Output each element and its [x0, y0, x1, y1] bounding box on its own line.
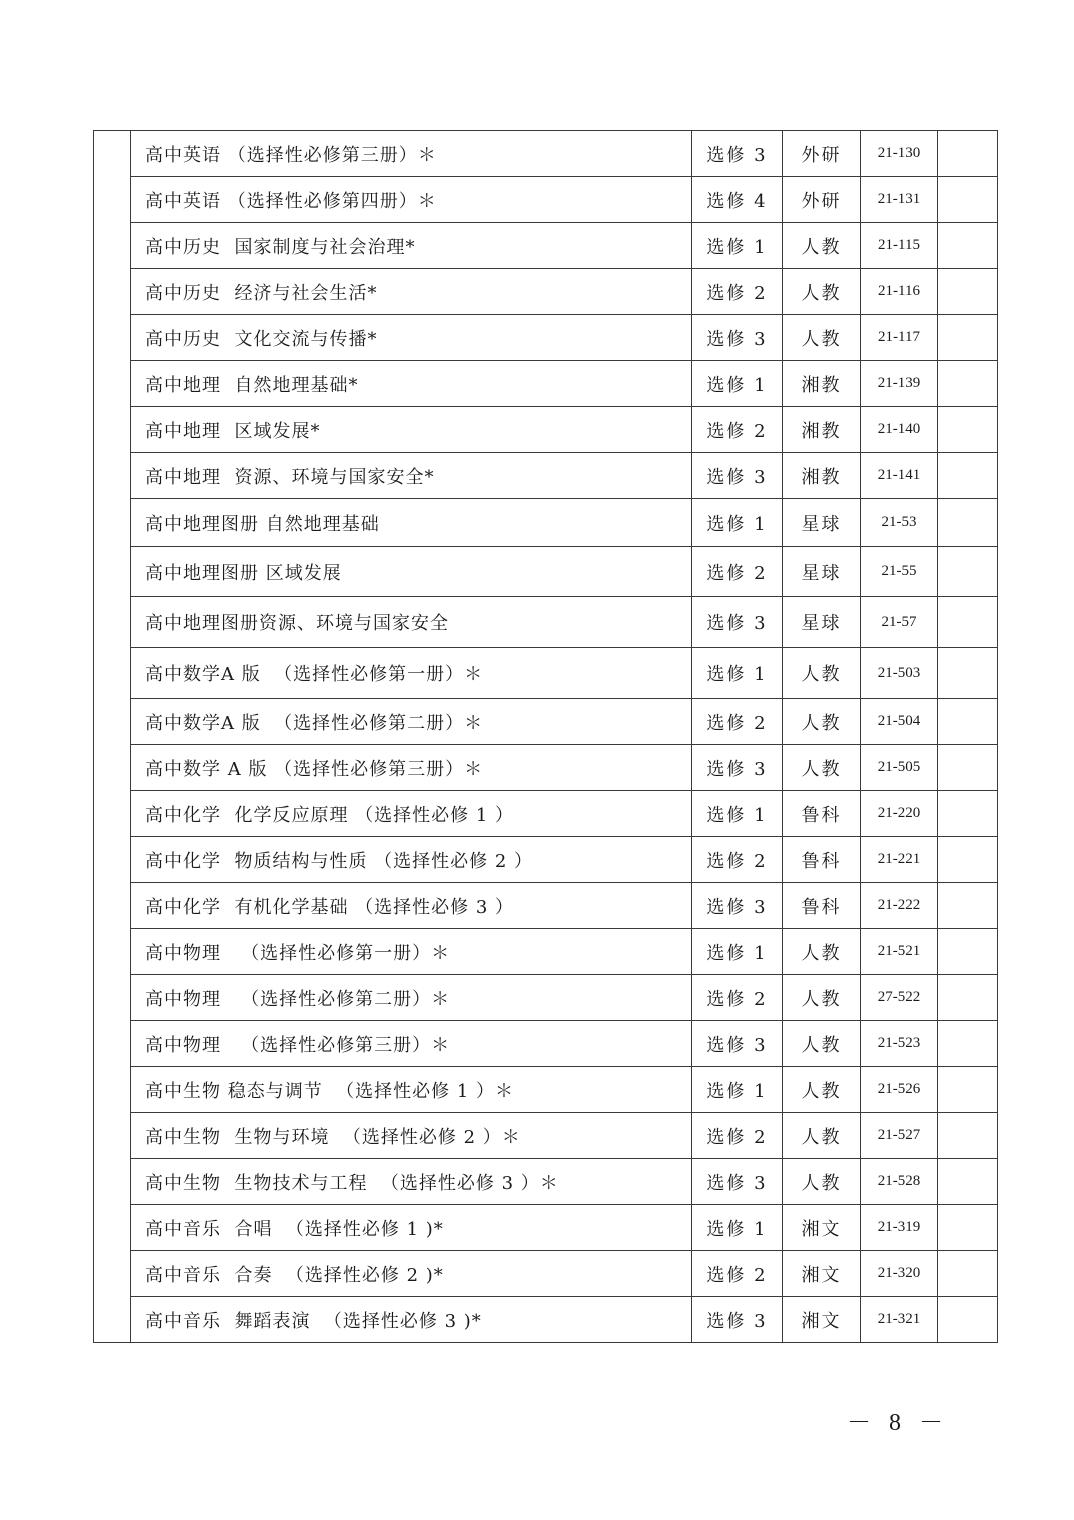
book-title-cell: 高中地理图册 自然地理基础	[131, 499, 692, 547]
book-title-cell: 高中数学A 版 （选择性必修第一册）＊	[131, 648, 692, 699]
volume-cell: 选修 1	[692, 1067, 783, 1113]
page-number: － 8 －	[847, 1410, 949, 1436]
code-cell: 21-222	[861, 883, 938, 929]
remark-cell	[938, 648, 998, 699]
publisher-cell: 人教	[783, 699, 861, 745]
volume-cell: 选修 1	[692, 929, 783, 975]
remark-cell	[938, 1297, 998, 1343]
code-cell: 21-523	[861, 1021, 938, 1067]
remark-cell	[938, 453, 998, 499]
remark-cell	[938, 883, 998, 929]
volume-cell: 选修 3	[692, 453, 783, 499]
volume-cell: 选修 1	[692, 361, 783, 407]
book-title-cell: 高中物理 （选择性必修第一册）＊	[131, 929, 692, 975]
remark-cell	[938, 1205, 998, 1251]
code-cell: 21-116	[861, 269, 938, 315]
volume-cell: 选修 3	[692, 315, 783, 361]
code-cell: 21-319	[861, 1205, 938, 1251]
table-row	[94, 315, 998, 361]
volume-cell: 选修 2	[692, 547, 783, 597]
remark-cell	[938, 1021, 998, 1067]
book-title-cell: 高中化学 有机化学基础 （选择性必修 3 ）	[131, 883, 692, 929]
table-row	[94, 177, 998, 223]
remark-cell	[938, 223, 998, 269]
remark-cell	[938, 361, 998, 407]
volume-cell: 选修 1	[692, 791, 783, 837]
remark-cell	[938, 1067, 998, 1113]
table-row	[94, 929, 998, 975]
publisher-cell: 星球	[783, 547, 861, 597]
code-cell: 21-130	[861, 131, 938, 177]
book-title-cell: 高中音乐 舞蹈表演 （选择性必修 3 )*	[131, 1297, 692, 1343]
volume-cell: 选修 3	[692, 883, 783, 929]
remark-cell	[938, 499, 998, 547]
table-row	[94, 1067, 998, 1113]
code-cell: 27-522	[861, 975, 938, 1021]
book-title-cell: 高中地理图册 区域发展	[131, 547, 692, 597]
book-title-cell: 高中化学 物质结构与性质 （选择性必修 2 ）	[131, 837, 692, 883]
publisher-cell: 星球	[783, 597, 861, 648]
code-cell: 21-117	[861, 315, 938, 361]
remark-cell	[938, 975, 998, 1021]
volume-cell: 选修 3	[692, 1297, 783, 1343]
book-title-cell: 高中化学 化学反应原理 （选择性必修 1 ）	[131, 791, 692, 837]
publisher-cell: 湘教	[783, 453, 861, 499]
code-cell: 21-528	[861, 1159, 938, 1205]
book-title-cell: 高中物理 （选择性必修第二册）＊	[131, 975, 692, 1021]
publisher-cell: 人教	[783, 269, 861, 315]
remark-cell	[938, 745, 998, 791]
table-row	[94, 453, 998, 499]
book-title-cell: 高中历史 国家制度与社会治理*	[131, 223, 692, 269]
publisher-cell: 人教	[783, 1159, 861, 1205]
publisher-cell: 鲁科	[783, 837, 861, 883]
table-row	[94, 745, 998, 791]
table-row	[94, 975, 998, 1021]
code-cell: 21-115	[861, 223, 938, 269]
publisher-cell: 人教	[783, 315, 861, 361]
volume-cell: 选修 1	[692, 499, 783, 547]
code-cell: 21-521	[861, 929, 938, 975]
book-title-cell: 高中生物 稳态与调节 （选择性必修 1 ）＊	[131, 1067, 692, 1113]
publisher-cell: 外研	[783, 131, 861, 177]
book-title-cell: 高中历史 经济与社会生活*	[131, 269, 692, 315]
publisher-cell: 鲁科	[783, 791, 861, 837]
code-cell: 21-220	[861, 791, 938, 837]
category-cell	[94, 131, 131, 1343]
book-title-cell: 高中生物 生物与环境 （选择性必修 2 ）＊	[131, 1113, 692, 1159]
remark-cell	[938, 547, 998, 597]
publisher-cell: 湘文	[783, 1251, 861, 1297]
publisher-cell: 人教	[783, 1113, 861, 1159]
code-cell: 21-221	[861, 837, 938, 883]
code-cell: 21-526	[861, 1067, 938, 1113]
code-cell: 21-140	[861, 407, 938, 453]
volume-cell: 选修 3	[692, 1021, 783, 1067]
book-title-cell: 高中地理 区域发展*	[131, 407, 692, 453]
code-cell: 21-131	[861, 177, 938, 223]
code-cell: 21-321	[861, 1297, 938, 1343]
table-row	[94, 131, 998, 177]
publisher-cell: 湘文	[783, 1297, 861, 1343]
publisher-cell: 星球	[783, 499, 861, 547]
code-cell: 21-504	[861, 699, 938, 745]
table-row	[94, 699, 998, 745]
remark-cell	[938, 1113, 998, 1159]
volume-cell: 选修 1	[692, 223, 783, 269]
code-cell: 21-53	[861, 499, 938, 547]
publisher-cell: 人教	[783, 1021, 861, 1067]
table-row	[94, 547, 998, 597]
volume-cell: 选修 2	[692, 269, 783, 315]
publisher-cell: 湘文	[783, 1205, 861, 1251]
volume-cell: 选修 3	[692, 597, 783, 648]
book-title-cell: 高中数学 A 版 （选择性必修第三册）＊	[131, 745, 692, 791]
code-cell: 21-527	[861, 1113, 938, 1159]
table-body	[94, 131, 998, 1343]
table-row	[94, 1297, 998, 1343]
volume-cell: 选修 2	[692, 837, 783, 883]
code-cell: 21-57	[861, 597, 938, 648]
book-title-cell: 高中音乐 合唱 （选择性必修 1 )*	[131, 1205, 692, 1251]
volume-cell: 选修 3	[692, 1159, 783, 1205]
code-cell: 21-141	[861, 453, 938, 499]
code-cell: 21-503	[861, 648, 938, 699]
table-row	[94, 499, 998, 547]
volume-cell: 选修 1	[692, 648, 783, 699]
remark-cell	[938, 131, 998, 177]
book-title-cell: 高中历史 文化交流与传播*	[131, 315, 692, 361]
table-row	[94, 1113, 998, 1159]
book-title-cell: 高中生物 生物技术与工程 （选择性必修 3 ）＊	[131, 1159, 692, 1205]
volume-cell: 选修 2	[692, 1113, 783, 1159]
volume-cell: 选修 2	[692, 975, 783, 1021]
publisher-cell: 人教	[783, 223, 861, 269]
table-row	[94, 1159, 998, 1205]
book-title-cell: 高中地理图册资源、环境与国家安全	[131, 597, 692, 648]
book-title-cell: 高中英语 （选择性必修第四册）＊	[131, 177, 692, 223]
code-cell: 21-55	[861, 547, 938, 597]
book-title-cell: 高中物理 （选择性必修第三册）＊	[131, 1021, 692, 1067]
remark-cell	[938, 929, 998, 975]
publisher-cell: 人教	[783, 745, 861, 791]
book-title-cell: 高中英语 （选择性必修第三册）＊	[131, 131, 692, 177]
table-row	[94, 223, 998, 269]
publisher-cell: 湘教	[783, 361, 861, 407]
table-row	[94, 269, 998, 315]
publisher-cell: 外研	[783, 177, 861, 223]
book-title-cell: 高中数学A 版 （选择性必修第二册）＊	[131, 699, 692, 745]
table-row	[94, 597, 998, 648]
volume-cell: 选修 2	[692, 1251, 783, 1297]
remark-cell	[938, 791, 998, 837]
publisher-cell: 人教	[783, 929, 861, 975]
remark-cell	[938, 699, 998, 745]
book-title-cell: 高中地理 资源、环境与国家安全*	[131, 453, 692, 499]
table-row	[94, 407, 998, 453]
book-title-cell: 高中音乐 合奏 （选择性必修 2 )*	[131, 1251, 692, 1297]
table-row	[94, 648, 998, 699]
remark-cell	[938, 1251, 998, 1297]
publisher-cell: 湘教	[783, 407, 861, 453]
publisher-cell: 人教	[783, 975, 861, 1021]
volume-cell: 选修 1	[692, 1205, 783, 1251]
book-title-cell: 高中地理 自然地理基础*	[131, 361, 692, 407]
volume-cell: 选修 4	[692, 177, 783, 223]
book-table	[93, 130, 998, 1343]
volume-cell: 选修 2	[692, 407, 783, 453]
remark-cell	[938, 1159, 998, 1205]
remark-cell	[938, 315, 998, 361]
remark-cell	[938, 269, 998, 315]
volume-cell: 选修 2	[692, 699, 783, 745]
table-row	[94, 1251, 998, 1297]
table-row	[94, 361, 998, 407]
remark-cell	[938, 837, 998, 883]
code-cell: 21-320	[861, 1251, 938, 1297]
publisher-cell: 人教	[783, 1067, 861, 1113]
table-row	[94, 883, 998, 929]
table-row	[94, 1021, 998, 1067]
code-cell: 21-505	[861, 745, 938, 791]
table-row	[94, 1205, 998, 1251]
remark-cell	[938, 177, 998, 223]
publisher-cell: 鲁科	[783, 883, 861, 929]
volume-cell: 选修 3	[692, 131, 783, 177]
remark-cell	[938, 407, 998, 453]
table-row	[94, 837, 998, 883]
code-cell: 21-139	[861, 361, 938, 407]
publisher-cell: 人教	[783, 648, 861, 699]
table-row	[94, 791, 998, 837]
volume-cell: 选修 3	[692, 745, 783, 791]
remark-cell	[938, 597, 998, 648]
